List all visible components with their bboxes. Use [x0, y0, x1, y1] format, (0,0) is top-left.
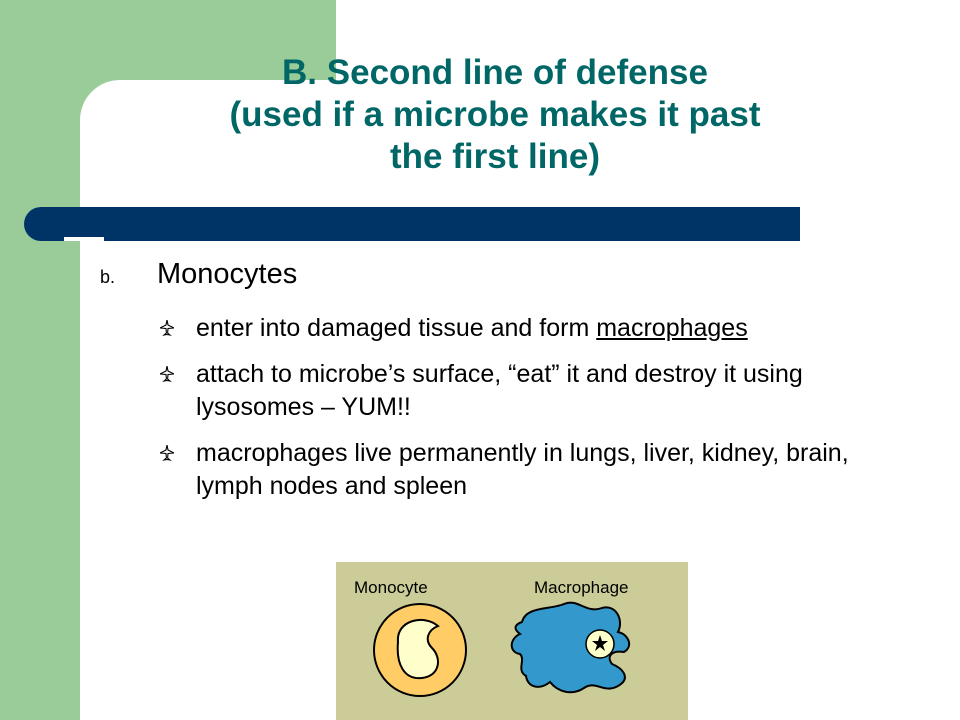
- bullet-item: [160, 312, 900, 345]
- airplane-bullet-icon: [160, 312, 196, 336]
- title-line-1: B. Second line of defense: [282, 53, 708, 92]
- monocyte-macrophage-figure: [336, 562, 688, 720]
- monocyte-nucleus: [398, 620, 438, 678]
- slide-title: [130, 52, 860, 178]
- left-green-band: [0, 0, 80, 720]
- macrophage-label: Macrophage: [534, 578, 629, 597]
- section-heading: [100, 258, 297, 291]
- title-line-3: the first line): [389, 137, 601, 176]
- bullet-text: macrophages live permanently in lungs, liver, kidney, brain, lymph nodes and spleen: [196, 439, 849, 500]
- bullet-item: [160, 437, 900, 503]
- cell-illustration: [336, 562, 688, 720]
- bullet-text: attach to microbe’s surface, “eat” it and destroy it using lysosomes – YUM!!: [196, 360, 803, 421]
- macrophages-link-text: macrophages: [596, 314, 748, 342]
- list-marker: b.: [100, 267, 116, 287]
- bullet-list: [160, 312, 900, 516]
- monocyte-label: Monocyte: [354, 578, 428, 597]
- airplane-bullet-icon: [160, 437, 196, 461]
- bullet-item: [160, 358, 900, 424]
- title-divider-bar: [24, 207, 800, 241]
- airplane-bullet-icon: [160, 358, 196, 382]
- bullet-text: enter into damaged tissue and form macrophages: [196, 314, 748, 342]
- heading-text: Monocytes: [157, 258, 298, 290]
- title-line-2: (used if a microbe makes it past: [229, 95, 761, 134]
